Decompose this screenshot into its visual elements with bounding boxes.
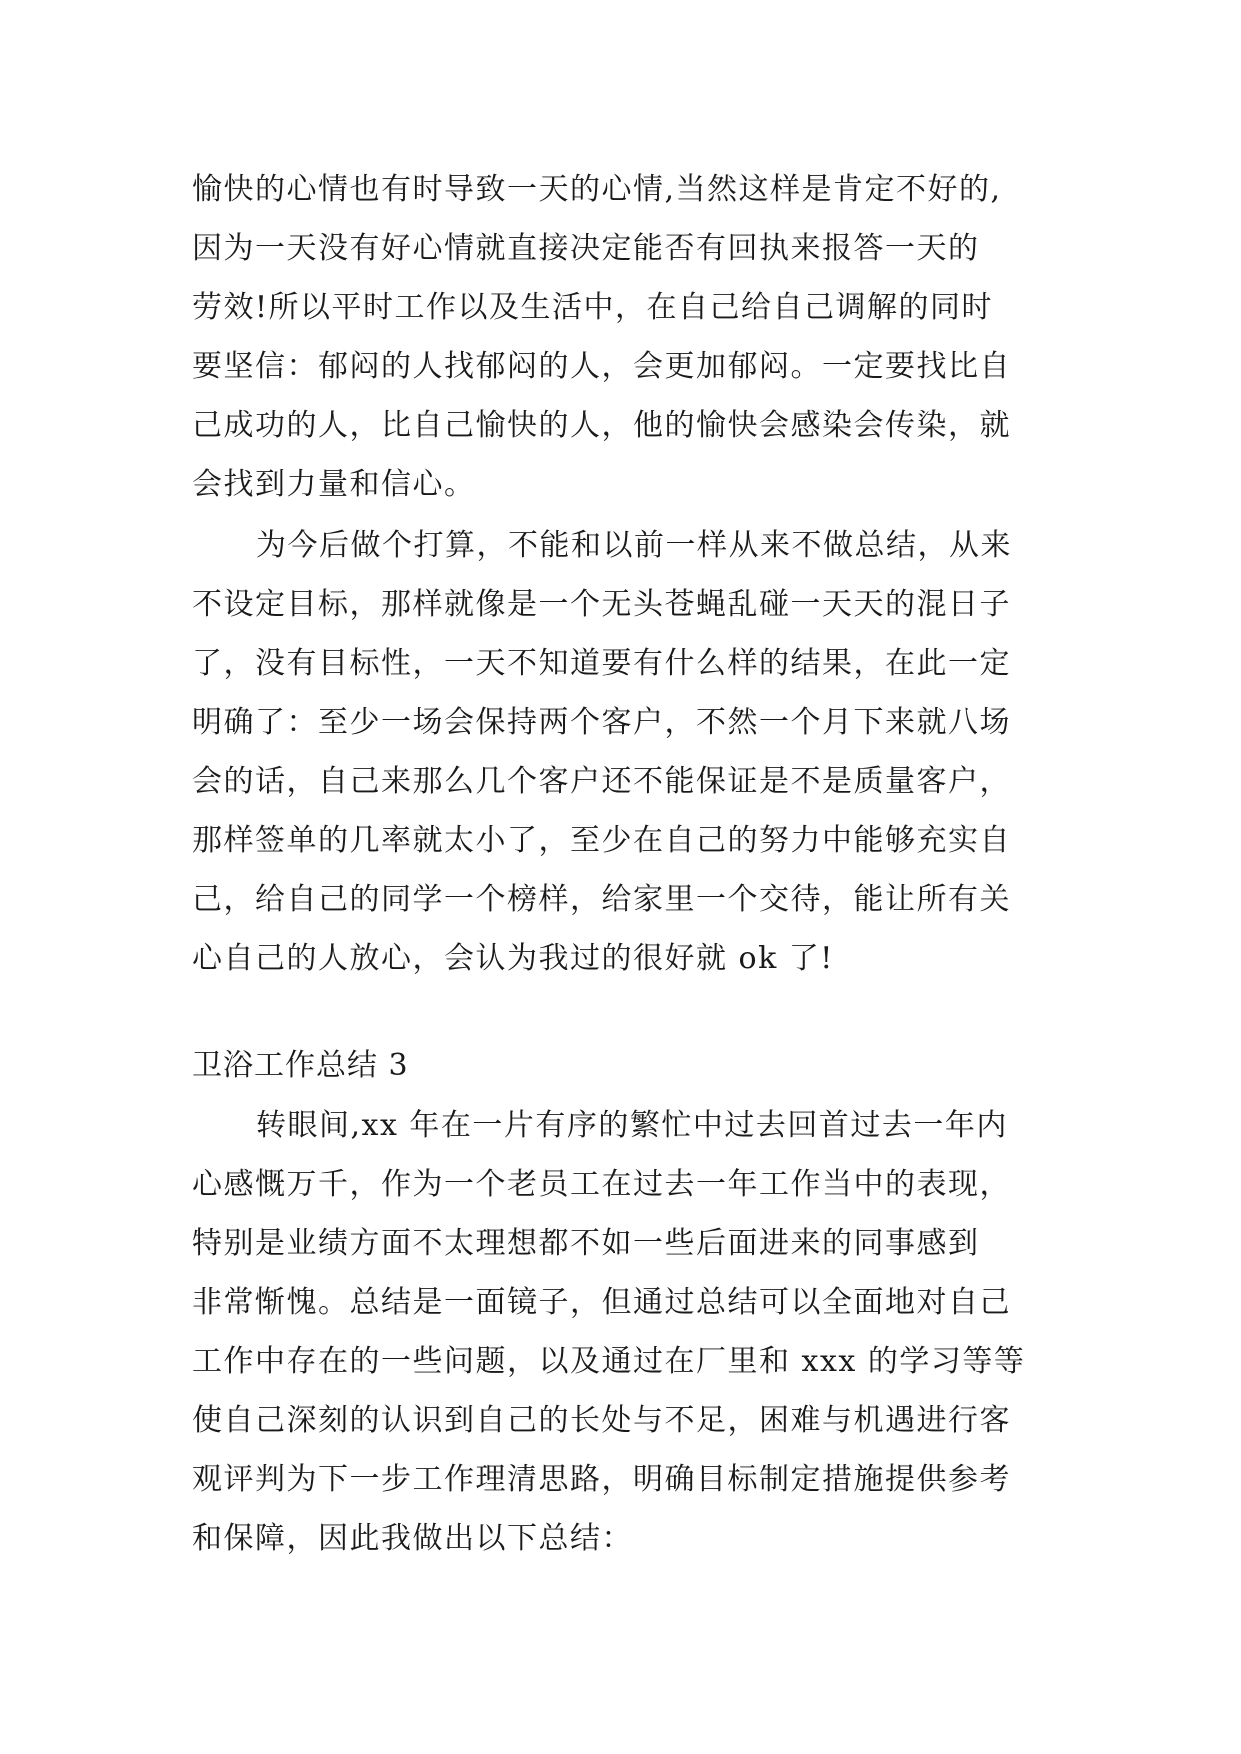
paragraph-3-line-3: 特别是业绩方面不太理想都不如一些后面进来的同事感到 — [192, 1226, 980, 1261]
paragraph-2-line-3: 了，没有目标性，一天不知道要有什么样的结果，在此一定 — [192, 646, 1011, 681]
paragraph-2-line-2: 不设定目标，那样就像是一个无头苍蝇乱碰一天天的混日子 — [192, 587, 1011, 622]
paragraph-1-line-1: 愉快的心情也有时导致一天的心情,当然这样是肯定不好的, — [192, 172, 1002, 207]
paragraph-2-line-1: 为今后做个打算，不能和以前一样从来不做总结，从来 — [256, 528, 1012, 563]
paragraph-2-line-4: 明确了：至少一场会保持两个客户，不然一个月下来就八场 — [192, 705, 1011, 740]
paragraph-3-line-4: 非常惭愧。总结是一面镜子，但通过总结可以全面地对自己 — [192, 1285, 1011, 1320]
section-heading: 卫浴工作总结 3 — [192, 1048, 409, 1083]
paragraph-3-line-6: 使自己深刻的认识到自己的长处与不足，困难与机遇进行客 — [192, 1403, 1011, 1438]
paragraph-3-line-7: 观评判为下一步工作理清思路，明确目标制定措施提供参考 — [192, 1462, 1011, 1497]
paragraph-3-line-1: 转眼间,xx 年在一片有序的繁忙中过去回首过去一年内 — [256, 1108, 1008, 1143]
paragraph-1-line-4: 要坚信：郁闷的人找郁闷的人，会更加郁闷。一定要找比自 — [192, 349, 1011, 384]
paragraph-2-line-6: 那样签单的几率就太小了，至少在自己的努力中能够充实自 — [192, 823, 1011, 858]
paragraph-3-line-5: 工作中存在的一些问题，以及通过在厂里和 xxx 的学习等等 — [192, 1344, 1026, 1379]
paragraph-2-line-8: 心自己的人放心，会认为我过的很好就 ok 了! — [192, 941, 834, 976]
paragraph-1-line-3: 劳效!所以平时工作以及生活中，在自己给自己调解的同时 — [192, 290, 994, 325]
paragraph-1-line-5: 己成功的人，比自己愉快的人，他的愉快会感染会传染，就 — [192, 408, 1011, 443]
paragraph-2-line-7: 己，给自己的同学一个榜样，给家里一个交待，能让所有关 — [192, 882, 1011, 917]
paragraph-3-line-2: 心感慨万千，作为一个老员工在过去一年工作当中的表现， — [192, 1167, 1011, 1202]
paragraph-1-line-6: 会找到力量和信心。 — [192, 467, 476, 502]
paragraph-1-line-2: 因为一天没有好心情就直接决定能否有回执来报答一天的 — [192, 231, 980, 266]
paragraph-2-line-5: 会的话，自己来那么几个客户还不能保证是不是质量客户， — [192, 764, 1011, 799]
paragraph-3-line-8: 和保障，因此我做出以下总结： — [192, 1521, 633, 1556]
